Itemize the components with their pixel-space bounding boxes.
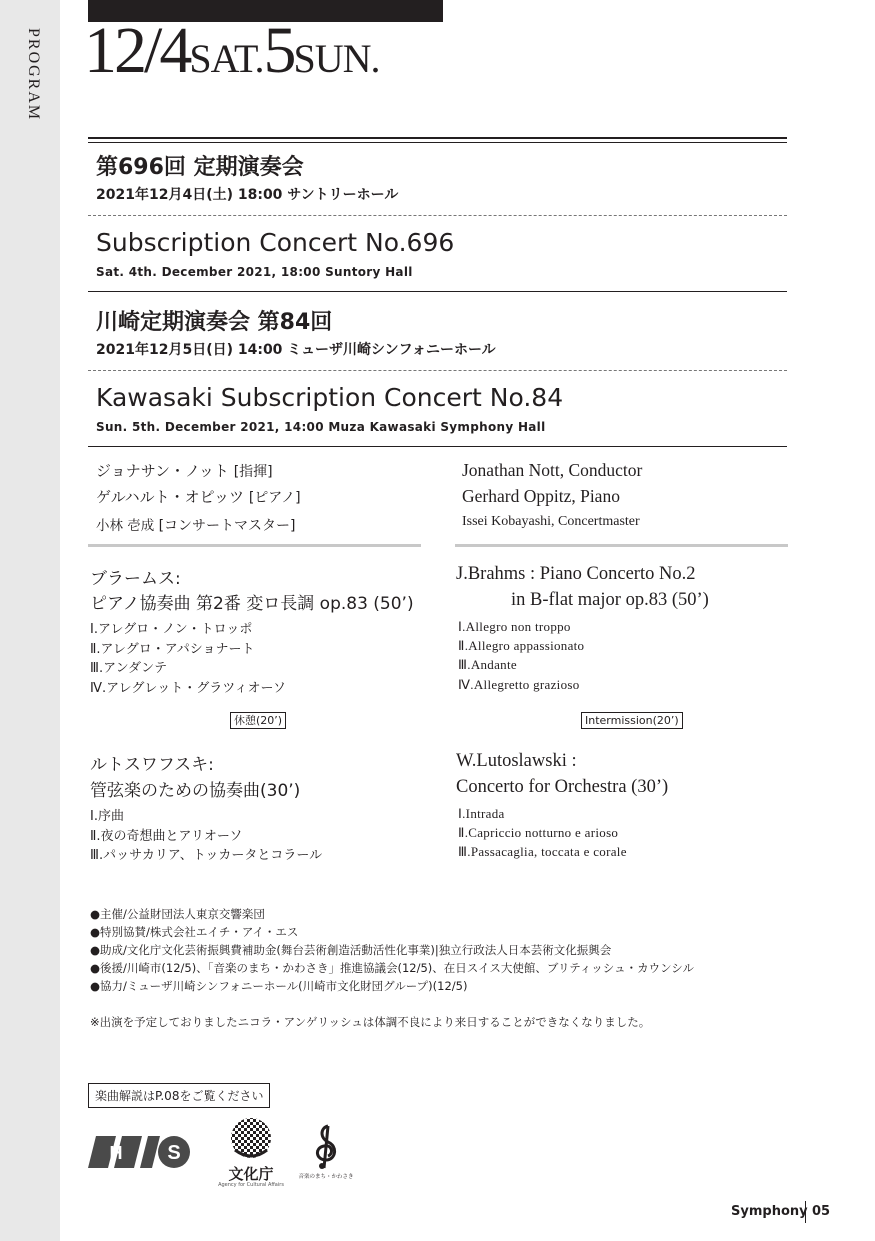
- section-label: PROGRAM: [25, 28, 42, 122]
- divider-grey: [455, 544, 788, 547]
- movement-jp: Ⅲ.パッサカリア、トッカータとコラール: [90, 848, 323, 863]
- credit-line: ●主催/公益財団法人東京交響楽団: [90, 907, 265, 921]
- performer-name: ジョナサン・ノット: [96, 462, 229, 480]
- divider-grey: [88, 544, 421, 547]
- credit-line: ●協力/ミューザ川崎シンフォニーホール(川崎市文化財団グループ)(12/5): [90, 979, 468, 993]
- movement-en: Ⅲ.Andante: [458, 657, 517, 672]
- bunkacho-emblem-icon: [214, 1116, 288, 1162]
- work1-title-en: J.Brahms : Piano Concerto No.2: [456, 564, 696, 584]
- performer-jp-1: [96, 460, 273, 481]
- movement-en: Ⅰ.Allegro non troppo: [458, 619, 571, 634]
- date-first: 12/4: [84, 14, 190, 87]
- concert1-date-jp: 2021年12月4日(土) 18:00 サントリーホール: [96, 187, 399, 203]
- bunkacho-logo: [214, 1116, 288, 1186]
- performer-role: [コンサートマスター]: [158, 518, 296, 534]
- credit-line: ●助成/文化庁文化芸術振興費補助金(舞台芸術創造活動活性化事業)|独立行政法人日本芸術文化振興会: [90, 943, 612, 957]
- movement-jp: Ⅲ.アンダンテ: [90, 661, 168, 676]
- bunkacho-caption: Agency for Cultural Affairs: [218, 1182, 284, 1188]
- concert2-date-jp: 2021年12月5日(日) 14:00 ミューザ川崎シンフォニーホール: [96, 342, 496, 358]
- performer-jp-2: [96, 486, 301, 507]
- movement-en: Ⅰ.Intrada: [458, 806, 505, 821]
- divider: [88, 291, 787, 292]
- intermission-jp: 休憩(20’): [230, 712, 286, 729]
- work2-composer-en: W.Lutoslawski :: [456, 751, 577, 771]
- movement-jp: Ⅳ.アレグレット・グラツィオーソ: [90, 681, 286, 696]
- program-notes-reference: 楽曲解説はP.08をご覧ください: [88, 1083, 270, 1108]
- movement-jp: Ⅰ.アレグロ・ノン・トロッポ: [90, 622, 253, 637]
- treble-clef-icon: [298, 1122, 354, 1170]
- performer-en-3: Issei Kobayashi, Concertmaster: [462, 514, 640, 529]
- ongaku-caption: 音楽のまち・かわさき: [298, 1174, 354, 1180]
- concert2-title-en: Kawasaki Subscription Concert No.84: [96, 383, 564, 412]
- weekday-first: SAT.: [189, 36, 264, 81]
- intermission-en: Intermission(20’): [581, 712, 683, 729]
- work2-title-en: Concerto for Orchestra (30’): [456, 777, 669, 797]
- magazine-name: Symphony: [731, 1204, 808, 1219]
- performer-role: [指揮]: [233, 464, 273, 480]
- divider-dashed: [88, 215, 787, 216]
- page-number: 05: [812, 1204, 831, 1219]
- divider-top: [88, 137, 787, 139]
- movement-jp: Ⅱ.アレグロ・アパショナート: [90, 642, 255, 657]
- performer-role: [ピアノ]: [248, 490, 301, 506]
- concert1-title-jp: 第696回 定期演奏会: [96, 155, 304, 180]
- work1-title-jp: ピアノ協奏曲 第2番 変ロ長調 op.83 (50’): [90, 594, 414, 614]
- concert-dates: [84, 14, 380, 87]
- performer-jp-3: [96, 514, 296, 535]
- cast-change-note: ※出演を予定しておりましたニコラ・アンゲリッシュは体調不良により来日することができなくなりました。: [90, 1015, 651, 1029]
- bunkacho-logotype: 文化庁: [228, 1165, 274, 1183]
- footer-divider: [805, 1201, 806, 1223]
- movement-en: Ⅲ.Passacaglia, toccata e corale: [458, 844, 627, 859]
- performer-en-2: Gerhard Oppitz, Piano: [462, 486, 620, 506]
- concert2-date-en: Sun. 5th. December 2021, 14:00 Muza Kawasaki Symphony Hall: [96, 420, 546, 434]
- work1-composer-jp: ブラームス:: [90, 569, 181, 589]
- movement-en: Ⅱ.Capriccio notturno e arioso: [458, 825, 619, 840]
- his-logo-mark: [88, 1134, 190, 1170]
- svg-text:S: S: [167, 1142, 181, 1164]
- svg-text:H: H: [109, 1143, 123, 1163]
- movement-jp: Ⅰ.序曲: [90, 809, 124, 824]
- concert1-title-en: Subscription Concert No.696: [96, 228, 455, 257]
- movement-en: Ⅳ.Allegretto grazioso: [458, 677, 580, 692]
- performer-en-1: Jonathan Nott, Conductor: [462, 460, 643, 480]
- sidebar-strip: [0, 0, 60, 1241]
- performer-name: 小林 壱成: [96, 518, 155, 534]
- date-second: 5: [263, 14, 294, 87]
- performer-name: ゲルハルト・オピッツ: [96, 488, 245, 506]
- work1-key-en: in B-flat major op.83 (50’): [511, 590, 709, 610]
- divider-top-inner: [88, 142, 787, 143]
- credit-line: ●特別協賛/株式会社エイチ・アイ・エス: [90, 925, 299, 939]
- divider: [88, 446, 787, 447]
- divider-dashed: [88, 370, 787, 371]
- ongaku-no-machi-logo: [298, 1122, 354, 1182]
- work2-composer-jp: ルトスワフスキ:: [90, 755, 214, 775]
- weekday-second: SUN.: [293, 36, 380, 81]
- movement-jp: Ⅱ.夜の奇想曲とアリオーソ: [90, 829, 243, 844]
- concert2-title-jp: 川崎定期演奏会 第84回: [96, 310, 333, 335]
- his-logo: [88, 1134, 190, 1170]
- credit-line: ●後援/川崎市(12/5)、「音楽のまち・かわさき」推進協議会(12/5)、在日スイス大使館、ブリティッシュ・カウンシル: [90, 961, 694, 975]
- concert1-date-en: Sat. 4th. December 2021, 18:00 Suntory Hall: [96, 265, 413, 279]
- work2-title-jp: 管弦楽のための協奏曲(30’): [90, 781, 301, 801]
- movement-en: Ⅱ.Allegro appassionato: [458, 638, 585, 653]
